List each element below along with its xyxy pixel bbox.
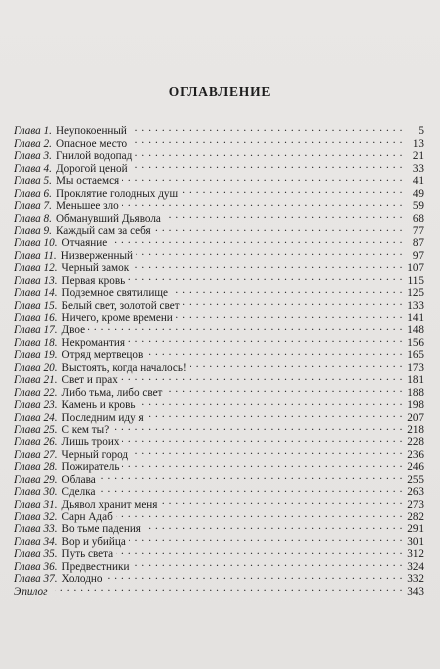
chapter-title: Вор и убийца xyxy=(61,535,126,548)
dot-leader xyxy=(98,483,403,495)
dot-leader xyxy=(88,321,403,333)
chapter-number: Глава 29. xyxy=(14,473,58,486)
chapter-title: Сарн Адаб xyxy=(61,511,113,523)
chapter-title: Проклятие голодных душ xyxy=(55,187,179,200)
dot-leader xyxy=(160,495,403,507)
chapter-number: Глава 9. xyxy=(14,224,52,237)
dot-leader xyxy=(190,358,403,370)
page-number: 59 xyxy=(412,200,424,213)
chapter-title: С кем ты? xyxy=(61,423,110,436)
dot-leader xyxy=(130,134,403,146)
dot-leader xyxy=(139,396,403,408)
toc-entry xyxy=(14,122,424,138)
chapter-title: Ничего, кроме времени xyxy=(61,312,173,324)
chapter-number: Эпилог xyxy=(14,585,48,598)
page-number: 301 xyxy=(407,535,424,548)
chapter-title: Сделка xyxy=(61,486,96,499)
dot-leader xyxy=(116,545,403,557)
chapter-title: Лишь троих xyxy=(61,436,120,449)
dot-leader xyxy=(105,570,403,582)
page-number: 246 xyxy=(407,461,424,474)
page-number: 255 xyxy=(407,473,424,486)
page-number: 181 xyxy=(407,374,424,387)
chapter-title: Гнилой водопад xyxy=(55,150,133,163)
chapter-number: Глава 27. xyxy=(14,448,58,461)
chapter-title: Предвестники xyxy=(61,560,130,573)
chapter-number: Глава 8. xyxy=(14,212,52,225)
chapter-title: Путь света xyxy=(61,548,114,561)
chapter-title: Каждый сам за себя xyxy=(55,224,151,237)
chapter-title: Черный город xyxy=(61,448,129,461)
chapter-number: Глава 14. xyxy=(14,287,58,300)
page-number: 343 xyxy=(407,585,424,598)
dot-leader xyxy=(110,234,403,246)
chapter-number: Глава 36. xyxy=(14,560,58,573)
page-number: 291 xyxy=(407,523,424,536)
page-number: 312 xyxy=(407,548,424,561)
dot-leader xyxy=(132,557,403,569)
dot-leader xyxy=(146,346,403,358)
toc-entry xyxy=(14,582,424,598)
chapter-title: Пожиратель xyxy=(61,461,120,474)
chapter-number: Глава 17. xyxy=(14,324,58,337)
chapter-number: Глава 34. xyxy=(14,535,58,548)
chapter-number: Глава 3. xyxy=(14,150,52,163)
chapter-title: Низверженный xyxy=(60,249,133,262)
page-number: 198 xyxy=(407,399,424,412)
chapter-title: Холодно xyxy=(61,573,103,586)
page-number: 125 xyxy=(407,287,424,300)
chapter-number: Глава 15. xyxy=(14,299,58,312)
page-number: 107 xyxy=(407,262,424,275)
chapter-number: Глава 13. xyxy=(14,274,58,287)
dot-leader xyxy=(176,309,403,321)
dot-leader xyxy=(116,508,403,520)
dot-leader xyxy=(129,532,403,544)
page-number: 207 xyxy=(407,411,424,424)
page-number: 141 xyxy=(407,312,424,324)
dot-leader xyxy=(131,159,403,171)
dot-leader xyxy=(144,520,403,532)
dot-leader xyxy=(128,271,403,283)
page-number: 324 xyxy=(407,560,424,573)
chapter-title: Либо тьма, либо свет xyxy=(61,386,163,399)
page-number: 115 xyxy=(407,274,424,287)
table-of-contents xyxy=(14,122,424,598)
page-number: 148 xyxy=(407,324,424,337)
page-number: 188 xyxy=(407,386,424,399)
chapter-title: Облава xyxy=(61,473,96,486)
page-number: 165 xyxy=(407,349,424,362)
chapter-number: Глава 37. xyxy=(14,573,58,586)
dot-leader xyxy=(121,371,403,383)
chapter-number: Глава 28. xyxy=(14,461,58,474)
chapter-number: Глава 18. xyxy=(14,336,58,349)
page-number: 33 xyxy=(412,162,424,175)
chapter-title: Камень и кровь xyxy=(61,399,136,412)
dot-leader xyxy=(112,421,403,433)
chapter-number: Глава 32. xyxy=(14,511,58,523)
page-number: 236 xyxy=(407,448,424,461)
page-number: 228 xyxy=(407,436,424,449)
page-number: 49 xyxy=(412,187,424,200)
chapter-title: Некромантия xyxy=(61,336,125,349)
dot-leader xyxy=(183,296,403,308)
chapter-number: Глава 6. xyxy=(14,187,52,200)
chapter-title: Опасное место xyxy=(55,137,128,150)
chapter-number: Глава 30. xyxy=(14,486,58,499)
chapter-number: Глава 35. xyxy=(14,548,58,561)
chapter-title: Подземное святилище xyxy=(61,287,168,300)
chapter-number: Глава 22. xyxy=(14,386,58,399)
chapter-title: Обманувший Дьявола xyxy=(55,212,161,225)
dot-leader xyxy=(128,333,403,345)
dot-leader xyxy=(99,470,403,482)
page-number: 21 xyxy=(412,150,424,163)
chapter-number: Глава 7. xyxy=(14,200,52,213)
dot-leader xyxy=(135,147,403,159)
page-number: 273 xyxy=(407,498,424,511)
chapter-title: Черный замок xyxy=(61,262,130,275)
page-number: 218 xyxy=(407,423,424,436)
page-number: 133 xyxy=(407,299,424,312)
dot-leader xyxy=(122,433,403,445)
chapter-title: Белый свет, золотой свет xyxy=(61,299,180,312)
dot-leader xyxy=(181,184,403,196)
page-number: 5 xyxy=(418,125,424,138)
dot-leader xyxy=(132,259,403,271)
chapter-number: Глава 33. xyxy=(14,523,58,536)
page-number: 282 xyxy=(407,511,424,523)
chapter-number: Глава 5. xyxy=(14,175,52,188)
dot-leader xyxy=(122,458,403,470)
dot-leader xyxy=(122,197,403,209)
page-number: 97 xyxy=(412,249,424,262)
chapter-title: Дорогой ценой xyxy=(55,162,128,175)
chapter-number: Глава 25. xyxy=(14,423,58,436)
dot-leader xyxy=(165,383,403,395)
chapter-title: Мы остаемся xyxy=(55,175,120,188)
chapter-number: Глава 23. xyxy=(14,399,58,412)
chapter-title: Неупокоенный xyxy=(55,125,127,138)
chapter-number: Глава 4. xyxy=(14,162,52,175)
dot-leader xyxy=(147,408,403,420)
page-number: 77 xyxy=(412,224,424,237)
page-number: 332 xyxy=(407,573,424,586)
chapter-title: Первая кровь xyxy=(61,274,126,287)
dot-leader xyxy=(122,172,403,184)
page-number: 13 xyxy=(412,137,424,150)
chapter-number: Глава 26. xyxy=(14,436,58,449)
chapter-number: Глава 2. xyxy=(14,137,52,150)
dot-leader xyxy=(136,246,403,258)
dot-leader xyxy=(55,582,404,594)
chapter-title: Дьявол хранит меня xyxy=(61,498,158,511)
page-number: 156 xyxy=(407,336,424,349)
chapter-title: Отряд мертвецов xyxy=(61,349,144,362)
dot-leader xyxy=(171,284,403,296)
chapter-title: Отчаяние xyxy=(61,237,108,250)
chapter-number: Глава 19. xyxy=(14,349,58,362)
chapter-number: Глава 1. xyxy=(14,125,52,138)
chapter-number: Глава 20. xyxy=(14,361,58,374)
chapter-title: Во тьме падения xyxy=(61,523,141,536)
page-title: ОГЛАВЛЕНИЕ xyxy=(168,84,272,99)
page-number: 41 xyxy=(412,175,424,188)
chapter-title: Двое xyxy=(61,324,86,337)
dot-leader xyxy=(130,122,403,134)
chapter-number: Глава 11. xyxy=(14,249,57,262)
chapter-number: Глава 24. xyxy=(14,411,58,424)
chapter-title: Последним иду я xyxy=(61,411,144,424)
chapter-number: Глава 31. xyxy=(14,498,58,511)
chapter-title: Меньшее зло xyxy=(55,200,119,213)
page-number: 173 xyxy=(407,361,424,374)
chapter-number: Глава 10. xyxy=(14,237,58,250)
page-number: 87 xyxy=(412,237,424,250)
chapter-number: Глава 16. xyxy=(14,312,58,324)
chapter-number: Глава 21. xyxy=(14,374,58,387)
chapter-title: Свет и прах xyxy=(61,374,118,387)
dot-leader xyxy=(154,222,403,234)
chapter-number: Глава 12. xyxy=(14,262,58,275)
dot-leader xyxy=(131,445,403,457)
page-number: 263 xyxy=(407,486,424,499)
chapter-title: Выстоять, когда началось! xyxy=(61,361,187,374)
page-number: 68 xyxy=(412,212,424,225)
dot-leader xyxy=(164,209,403,221)
